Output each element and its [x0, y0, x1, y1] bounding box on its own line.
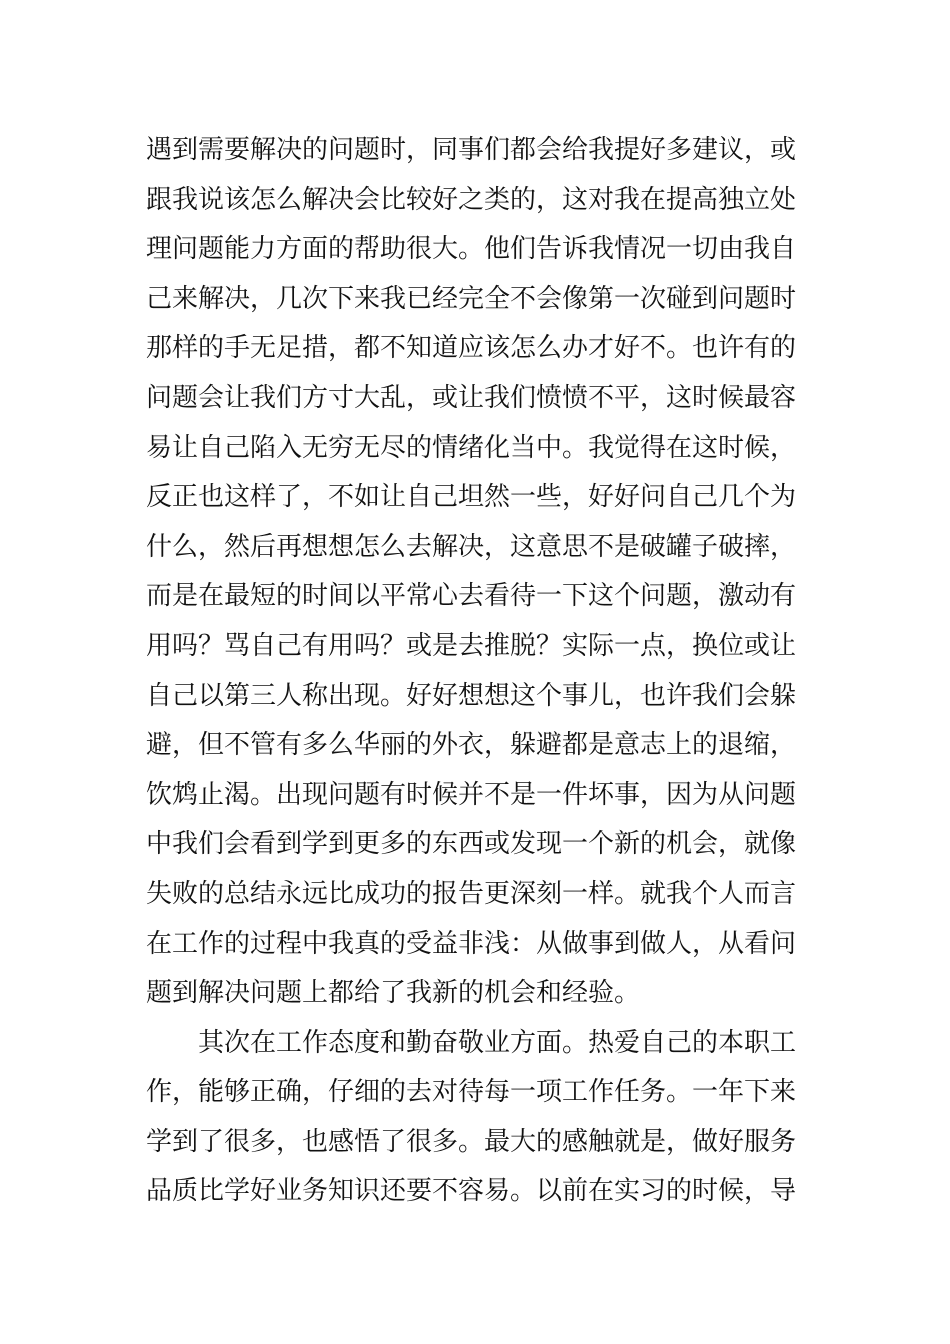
- paragraph-first-line: 其次在工作态度和勤奋敬业方面。热爱自己的本职工: [198, 1027, 797, 1058]
- text-line: 题到解决问题上都给了我新的机会和经验。: [146, 978, 641, 1009]
- text-line: 自己以第三人称出现。好好想想这个事儿，也许我们会躲: [146, 680, 797, 711]
- text-line: 反正也这样了，不如让自己坦然一些，好好问自己几个为: [146, 482, 797, 513]
- text-line: 而是在最短的时间以平常心去看待一下这个问题，激动有: [146, 581, 797, 612]
- text-line: 失败的总结永远比成功的报告更深刻一样。就我个人而言: [146, 878, 797, 909]
- text-line: 易让自己陷入无穷无尽的情绪化当中。我觉得在这时候，: [146, 432, 797, 463]
- text-line: 什么，然后再想想怎么去解决，这意思不是破罐子破摔，: [146, 531, 797, 562]
- text-line: 学到了很多，也感悟了很多。最大的感触就是，做好服务: [146, 1126, 797, 1157]
- text-line: 遇到需要解决的问题时，同事们都会给我提好多建议，或: [146, 135, 797, 165]
- text-line: 中我们会看到学到更多的东西或发现一个新的机会，就像: [146, 829, 797, 860]
- text-line: 理问题能力方面的帮助很大。他们告诉我情况一切由我自: [146, 234, 797, 265]
- text-line: 品质比学好业务知识还要不容易。以前在实习的时候，导: [146, 1176, 797, 1207]
- text-line: 跟我说该怎么解决会比较好之类的，这对我在提高独立处: [146, 184, 797, 215]
- text-line: 在工作的过程中我真的受益非浅：从做事到做人，从看问: [146, 928, 797, 959]
- text-line: 问题会让我们方寸大乱，或让我们愤愤不平，这时候最容: [146, 382, 797, 413]
- text-line: 己来解决，几次下来我已经完全不会像第一次碰到问题时: [146, 283, 797, 314]
- text-line: 避，但不管有多么华丽的外衣，躲避都是意志上的退缩，: [146, 730, 797, 761]
- text-line: 用吗？骂自己有用吗？或是去推脱？实际一点，换位或让: [146, 630, 797, 661]
- text-line: 饮鸩止渴。出现问题有时候并不是一件坏事，因为从问题: [146, 779, 797, 810]
- body-text: [146, 126, 814, 1217]
- text-line: 作，能够正确，仔细的去对待每一项工作任务。一年下来: [146, 1077, 797, 1108]
- text-line: 那样的手无足措，都不知道应该怎么办才好不。也许有的: [146, 333, 797, 364]
